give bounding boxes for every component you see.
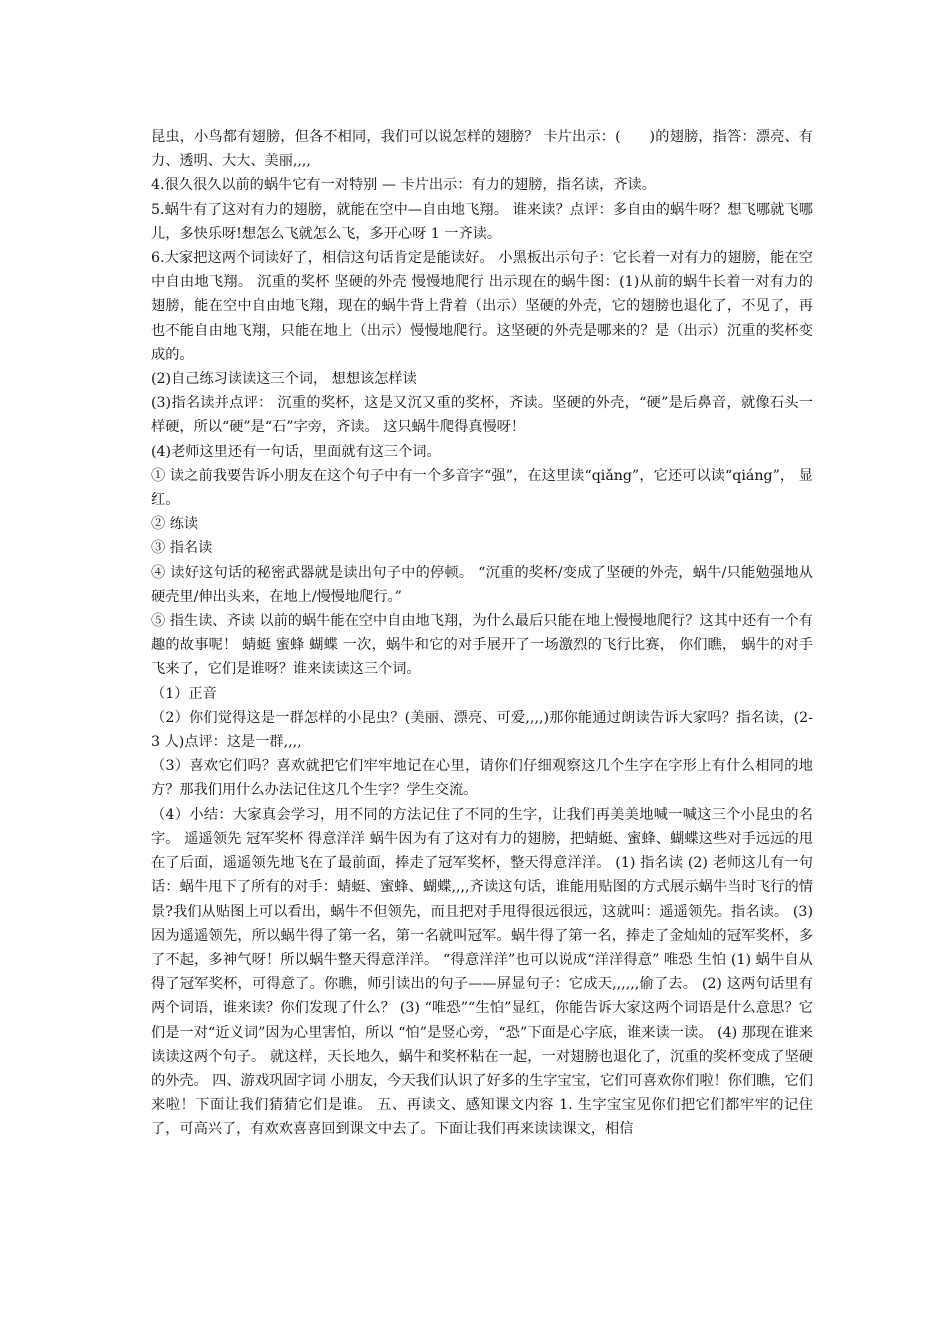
paragraph: （1）正音	[151, 685, 217, 702]
paragraph: ② 练读	[151, 516, 199, 533]
document-body	[151, 125, 813, 1142]
paragraph: (2)自己练习读读这三个词， 想想该怎样读	[151, 371, 417, 388]
paragraph: 4.很久很久以前的蜗牛它有一对特别 — 卡片出示：有力的翅膀，指名读，齐读。	[151, 177, 656, 194]
paragraph: (4)老师这里还有一句话，里面就有这三个词。	[151, 443, 441, 460]
paragraph: 昆虫，小鸟都有翅膀，但各不相同，我们可以说怎样的翅膀？ 卡片出示：( )的翅膀，指答：漂亮、有力、透明、大大、美丽,,,,	[151, 129, 813, 170]
paragraph: (3)指名读并点评： 沉重的奖杯，这是又沉又重的奖杯，齐读。坚硬的外壳，“硬”是后鼻音，就像石头一样硬，所以“硬”是“石”字旁，齐读。 这只蜗牛爬得真慢呀！	[151, 395, 813, 436]
paragraph: （2）你们觉得这是一群怎样的小昆虫？(美丽、漂亮、可爱,,,,)那你能通过朗读告诉大家吗？指名读，(2-3 人)点评：这是一群,,,,	[151, 709, 813, 751]
paragraph: ③ 指名读	[151, 540, 213, 557]
paragraph: ① 读之前我要告诉小朋友在这个句子中有一个多音字“强”，在这里读“qiǎng”，它还可以读“qiáng”， 显红。	[151, 467, 813, 509]
paragraph: 6.大家把这两个词读好了，相信这句话肯定是能读好。 小黑板出示句子：它长着一对有力的翅膀，能在空中自由地飞翔。 沉重的奖杯 坚硬的外壳 慢慢地爬行 出示现在的蜗牛图：(1)从前的蜗牛长着一对有力的翅膀，能在空中自由地飞翔，现在的蜗牛背上背着（出示）坚硬的外壳，它的翅膀也退化了，不见了，再也不能自由地飞翔，只能在地上（出示）慢慢地爬行。这坚硬的外壳是哪来的？是（出示）沉重的奖杯变成的。	[151, 250, 813, 363]
paragraph: 5.蜗牛有了这对有力的翅膀，就能在空中—自由地飞翔。 谁来读？点评：多自由的蜗牛呀？想飞哪就飞哪儿，多快乐呀!想怎么飞就怎么飞，多开心呀 1 一齐读。	[151, 201, 813, 242]
paragraph: （3）喜欢它们吗？喜欢就把它们牢牢地记在心里，请你们仔细观察这几个生字在字形上有什么相同的地方？那我们用什么办法记住这几个生字？学生交流。	[151, 758, 813, 799]
paragraph: ⑤ 指生读、齐读 以前的蜗牛能在空中自由地飞翔，为什么最后只能在地上慢慢地爬行？这其中还有一个有趣的故事呢！ 蜻蜓 蜜蜂 蝴蝶 一次，蜗牛和它的对手展开了一场激烈的飞行比赛， 你们瞧， 蜗牛的对手飞来了，它们是谁呀？谁来读读这三个词。	[151, 613, 813, 678]
paragraph: （4）小结：大家真会学习，用不同的方法记住了不同的生字，让我们再美美地喊一喊这三个小昆虫的名字。 遥遥领先 冠军奖杯 得意洋洋 蜗牛因为有了这对有力的翅膀，把蜻蜓、蜜蜂、蝴蝶这些对手远远的甩在了后面，遥遥领先地飞在了最前面，捧走了冠军奖杯，整天得意洋洋。 (1) 指名读 (2) 老师这儿有一句话：蜗牛甩下了所有的对手：蜻蜓、蜜蜂、蝴蝶,,,,齐读这句话，谁能用贴图的方式展示蜗牛当时飞行的情景?我们从贴图上可以看出，蜗牛不但领先，而且把对手甩得很远很远，这就叫：遥遥领先。指名读。 (3) 因为遥遥领先，所以蜗牛得了第一名，第一名就叫冠军。蜗牛得了第一名，捧走了金灿灿的冠军奖杯，多了不起，多神气呀！所以蜗牛整天得意洋洋。 “得意洋洋”也可以说成“洋洋得意” 唯恐 生怕 (1) 蜗牛自从得了冠军奖杯，可得意了。你瞧，师引读出的句子——屏显句子：它成天,,,,,,偷了去。 (2) 这两句话里有两个词语，谁来读？你们发现了什么？ (3) “唯恐”“生怕”显红，你能告诉大家这两个词语是什么意思？它们是一对“近义词”因为心里害怕，所以 “怕”是竖心旁，“恐”下面是心字底，谁来读一读。 (4) 那现在谁来读读这两个句子。 就这样，天长地久，蜗牛和奖杯粘在一起，一对翅膀也退化了，沉重的奖杯变成了坚硬的外壳。 四、游戏巩固字词 小朋友，今天我们认识了好多的生字宝宝，它们可喜欢你们啦！你们瞧，它们来啦！下面让我们猜猜它们是谁。 五、再读文、感知课文内容 1. 生字宝宝见你们把它们都牢牢的记住了，可高兴了，有欢欢喜喜回到课文中去了。下面让我们再来读读课文，相信	[151, 806, 813, 1138]
paragraph: ④ 读好这句话的秘密武器就是读出句子中的停顿。 “沉重的奖杯/变成了坚硬的外壳，蜗牛/只能勉强地从硬壳里/伸出头来，在地上/慢慢地爬行。”	[151, 564, 813, 605]
